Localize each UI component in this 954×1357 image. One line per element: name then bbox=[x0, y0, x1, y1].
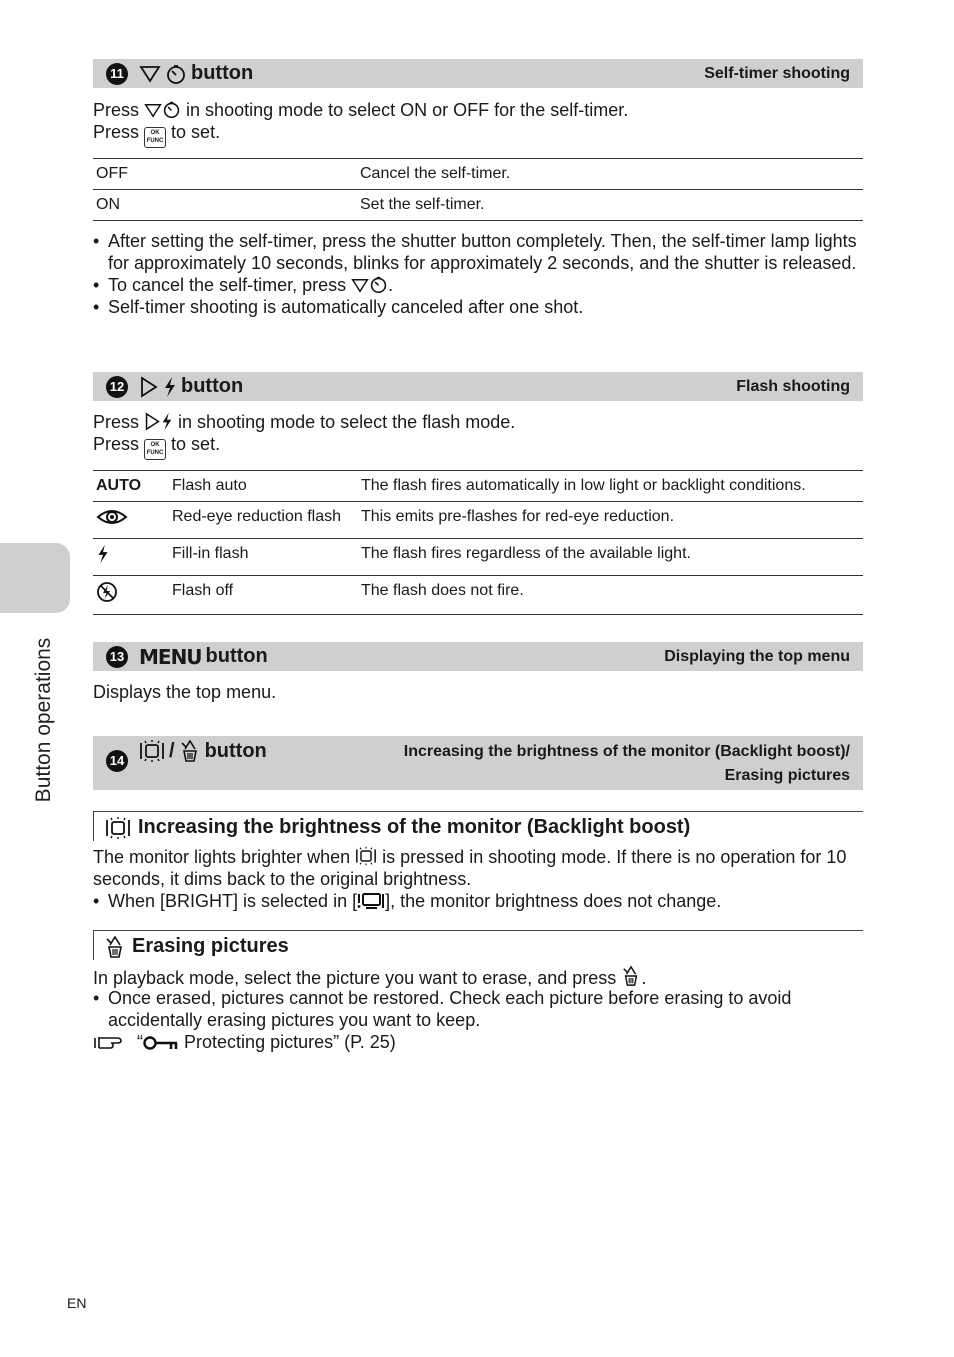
section-side-tab bbox=[0, 543, 70, 613]
press-text: Press bbox=[93, 434, 140, 454]
mode-cell: Flash off bbox=[169, 576, 358, 615]
section-14-subtitle: Increasing the brightness of the monitor (Backlight boost)/ Erasing pictures bbox=[403, 743, 850, 784]
protect-key-icon bbox=[143, 1035, 179, 1051]
section-13-subtitle: Displaying the top menu bbox=[664, 648, 850, 665]
description-cell: The flash fires regardless of the available light. bbox=[358, 539, 863, 576]
set-instruction: to set. bbox=[171, 434, 221, 454]
erase-trash-icon bbox=[104, 935, 126, 959]
list-item: • After setting the self-timer, press the shutter button completely. Then, the self-timer lamp lights for approximately 10 seconds, blinks for approximately 2 seconds, and the shutter is released. bbox=[93, 230, 863, 274]
section-number-13: 13 bbox=[106, 646, 128, 668]
list-item: • Once erased, pictures cannot be restored. Check each picture before erasing to avoid accidentally erasing pictures you want to keep. bbox=[93, 987, 863, 1031]
backlight-subheading bbox=[93, 811, 863, 841]
ok-func-key-icon: OK FUNC bbox=[144, 439, 166, 460]
section-12-title-text: button bbox=[181, 375, 244, 397]
section-13-header bbox=[93, 642, 863, 671]
section-13-body: Displays the top menu. bbox=[93, 682, 277, 702]
pointing-hand-icon bbox=[93, 1033, 127, 1051]
backlight-icon bbox=[104, 816, 132, 840]
backlight-notes bbox=[93, 890, 863, 912]
section-13-title bbox=[139, 642, 268, 671]
icon-cell bbox=[93, 502, 169, 539]
list-item: • To cancel the self-timer, press . bbox=[93, 274, 863, 296]
flash-off-icon bbox=[96, 581, 118, 603]
erase-heading-text: Erasing pictures bbox=[132, 935, 289, 957]
page-language-label: EN bbox=[67, 1295, 87, 1311]
erase-notes bbox=[93, 987, 863, 1031]
section-11-header bbox=[93, 59, 863, 88]
flash-icon bbox=[96, 544, 110, 564]
flash-auto-icon: AUTO bbox=[93, 471, 169, 502]
section-12-instructions bbox=[93, 411, 515, 460]
flash-mode-table bbox=[93, 470, 863, 615]
backlight-icon bbox=[355, 846, 377, 866]
section-14-title-text: button bbox=[204, 739, 267, 762]
icon-cell bbox=[93, 576, 169, 615]
description-cell: This emits pre-flashes for red-eye reduction. bbox=[358, 502, 863, 539]
section-14-title: / button bbox=[139, 738, 267, 764]
set-instruction: to set. bbox=[171, 122, 221, 142]
backlight-icon bbox=[139, 739, 165, 763]
side-section-label: Button operations bbox=[32, 637, 55, 803]
section-11-subtitle: Self-timer shooting bbox=[704, 65, 850, 82]
table-row bbox=[93, 539, 863, 576]
flash-icon bbox=[161, 412, 173, 431]
section-12-header bbox=[93, 372, 863, 401]
backlight-paragraph: The monitor lights brighter when is pressed in shooting mode. If there is no operation for 10 seconds, it dims back to the original brightness. bbox=[93, 847, 847, 889]
flash-icon bbox=[163, 376, 177, 398]
section-number-14: 14 bbox=[106, 750, 128, 772]
list-item: • When [BRIGHT] is selected in [ ], the monitor brightness does not change. bbox=[93, 890, 863, 912]
press-text: Press bbox=[93, 122, 140, 142]
self-timer-icon bbox=[369, 275, 388, 294]
table-row bbox=[93, 502, 863, 539]
description-cell: Set the self-timer. bbox=[357, 190, 863, 221]
right-arrow-icon bbox=[144, 412, 161, 431]
erase-paragraph: In playback mode, select the picture you want to erase, and press . bbox=[93, 965, 863, 989]
description-cell: The flash does not fire. bbox=[358, 576, 863, 615]
section-11-instructions bbox=[93, 99, 628, 148]
backlight-heading-text: Increasing the brightness of the monitor (Backlight boost) bbox=[138, 816, 691, 838]
erase-subheading bbox=[93, 930, 863, 960]
down-arrow-icon bbox=[139, 64, 161, 84]
press-instruction: in shooting mode to select ON or OFF for the self-timer. bbox=[186, 100, 629, 120]
monitor-settings-icon bbox=[357, 892, 385, 910]
red-eye-icon bbox=[96, 507, 128, 527]
section-12-title bbox=[139, 372, 243, 401]
mode-cell: Red-eye reduction flash bbox=[169, 502, 358, 539]
mode-cell: Fill-in flash bbox=[169, 539, 358, 576]
icon-cell bbox=[93, 539, 169, 576]
self-timer-icon bbox=[162, 100, 181, 119]
self-timer-icon bbox=[165, 63, 187, 85]
option-cell: OFF bbox=[93, 159, 357, 190]
section-13-title-text: button bbox=[205, 645, 268, 667]
section-number-11: 11 bbox=[106, 63, 128, 85]
erase-trash-icon bbox=[179, 739, 201, 763]
section-12-subtitle: Flash shooting bbox=[736, 378, 850, 395]
section-14-header bbox=[93, 736, 863, 790]
mode-cell: Flash auto bbox=[169, 471, 358, 502]
down-arrow-icon bbox=[144, 102, 162, 119]
description-cell: The flash fires automatically in low light or backlight conditions. bbox=[358, 471, 863, 502]
section-number-12: 12 bbox=[106, 376, 128, 398]
table-row bbox=[93, 159, 863, 190]
description-cell: Cancel the self-timer. bbox=[357, 159, 863, 190]
section-11-title-text: button bbox=[191, 62, 254, 84]
right-arrow-icon bbox=[139, 376, 159, 398]
self-timer-table bbox=[93, 158, 863, 221]
press-text: Press bbox=[93, 100, 140, 120]
cross-reference: “ Protecting pictures” (P. 25) bbox=[93, 1031, 396, 1053]
ok-func-key-icon: OK FUNC bbox=[144, 127, 166, 148]
list-item: • Self-timer shooting is automatically canceled after one shot. bbox=[93, 296, 863, 318]
section-11-notes bbox=[93, 230, 863, 318]
press-instruction: in shooting mode to select the flash mode. bbox=[178, 412, 516, 432]
erase-trash-icon bbox=[621, 965, 641, 987]
table-row bbox=[93, 576, 863, 615]
table-row bbox=[93, 471, 863, 502]
section-11-title bbox=[139, 59, 253, 88]
menu-button-icon: MENU bbox=[139, 644, 202, 669]
press-text: Press bbox=[93, 412, 140, 432]
down-arrow-icon bbox=[351, 277, 369, 294]
table-row bbox=[93, 190, 863, 221]
option-cell: ON bbox=[93, 190, 357, 221]
